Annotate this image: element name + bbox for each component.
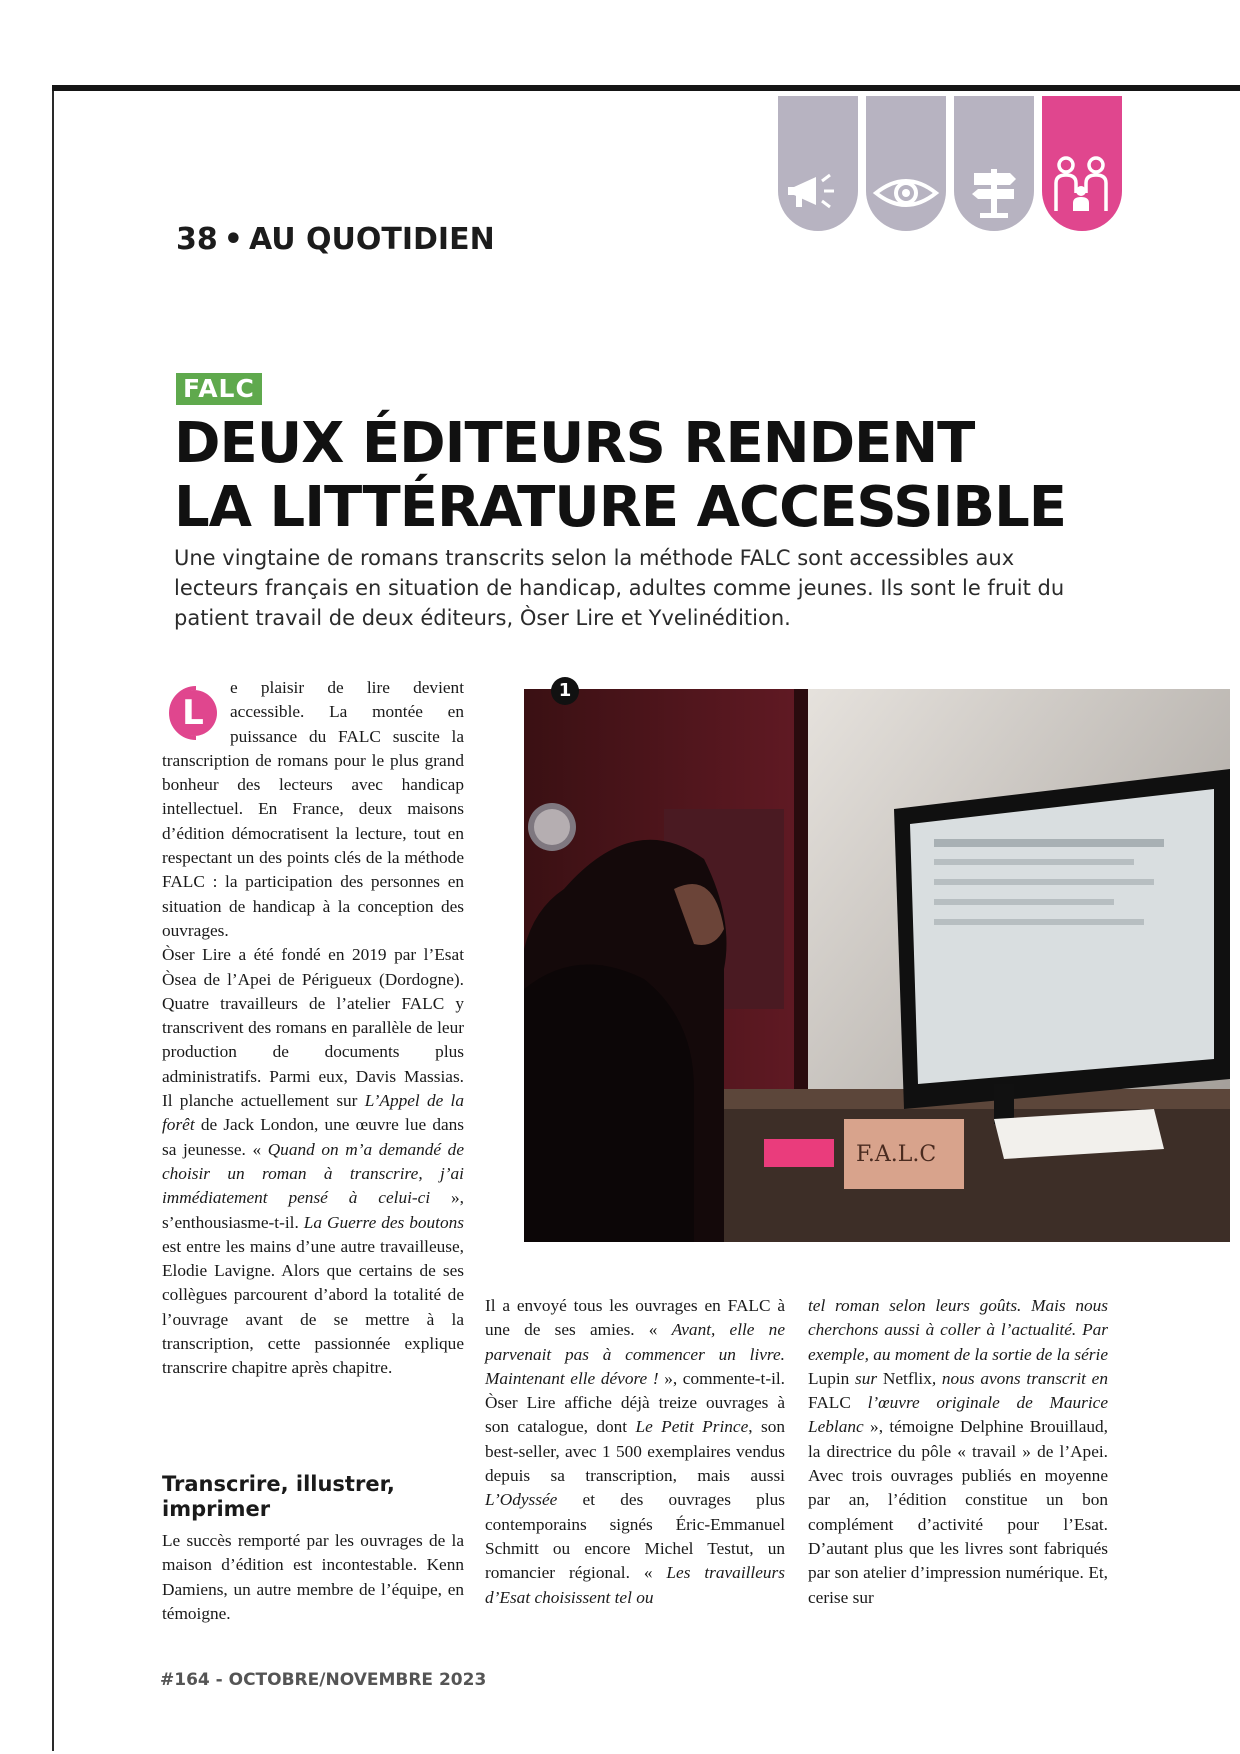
- tab-eye[interactable]: [866, 96, 946, 231]
- column-1: [162, 676, 464, 1381]
- paragraph-2: Òser Lire a été fondé en 2019 par l’Esat Òsea de l’Apei de Périgueux (Dordogne). Quatre travailleurs de l’atelier FALC y transcrivent des romans en parallèle de leur production de documents plus administratifs. Parmi eux, Davis Massias. Il planche actuellement sur L’Appel de la forêt de Jack London, une œuvre lue dans sa jeunesse. « Quand on m’a demandé de choisir un roman à transcrire, j’ai immédiatement pensé à celui-ci », s’enthousiasme-t-il. La Guerre des boutons est entre les mains d’une autre travailleuse, Elodie Lavigne. Alors que certains de ses collègues parcourent d’abord la totalité de l’ouvrage avant de se mettre à la transcription, cette passionnée explique transcrire chapitre après chapitre.: [162, 945, 464, 1378]
- left-margin-rule: [52, 91, 54, 1751]
- falc-tag: FALC: [176, 373, 262, 405]
- photo-number-badge: 1: [551, 677, 579, 705]
- paragraph-4: Il a envoyé tous les ouvrages en FALC à une de ses amies. « Avant, elle ne parvenait pas à commencer un livre. Maintenant elle dévore ! », commente-t-il. Òser Lire affiche déjà treize ouvrages à son catalogue, dont Le Petit Prince, son best-seller, avec 1 500 exemplaires vendus depuis sa transcription, mais aussi L’Odyssée et des ouvrages plus contemporains signés Éric-Emmanuel Schmitt ou encore Michel Testut, un romancier régional. « Les travailleurs d’Esat choisissent tel ou: [485, 1296, 785, 1607]
- book-title-petit-prince: Le Petit Prince: [635, 1417, 749, 1437]
- signpost-icon: [954, 163, 1034, 223]
- subheading: Transcrire, illustrer, imprimer: [162, 1472, 395, 1521]
- book-title-appel: L’Appel de la forêt: [162, 1091, 464, 1135]
- netflix-name: Netflix: [882, 1368, 932, 1388]
- megaphone-icon: [778, 163, 858, 223]
- top-rule: [52, 85, 1240, 91]
- article-headline: [174, 412, 1224, 540]
- family-icon: [1042, 153, 1122, 223]
- quote-delphine-start: Les travailleurs d’Esat choisissent tel ou: [485, 1563, 785, 1607]
- article-lead: Une vingtaine de romans transcrits selon la méthode FALC sont accessibles aux lecteurs français en situation de handicap, adultes comme jeunes. Ils sont le fruit du patient travail de deux éditeurs, Òser Lire et Yvelinédition.: [174, 546, 1065, 630]
- quote-davis: Quand on m’a demandé de choisir un roman à transcrire, j’ai immédiatement pensé à celui-ci: [162, 1139, 464, 1208]
- section-header: 38 • AU QUOTIDIEN: [176, 222, 495, 257]
- paragraph-5: tel roman selon leurs goûts. Mais nous cherchons aussi à coller à l’actualité. Par exemple, au moment de la sortie de la série Lupin sur Netflix, nous avons transcrit en FALC l’œuvre originale de Maurice Leblanc », témoigne Delphine Brouillaud, la directrice du pôle « travail » de l’Apei. Avec trois ouvrages publiés en moyenne par an, l’édition constitue un bon complément d’activité pour l’Esat. D’autant plus que les livres sont fabriqués par son atelier d’impression numérique. Et, cerise sur: [808, 1296, 1108, 1607]
- article-photo: [524, 689, 1230, 1242]
- drop-cap-letter: L: [182, 693, 204, 733]
- headline-line-2: LA LITTÉRATURE ACCESSIBLE: [174, 475, 1067, 540]
- book-title-guerre: La Guerre des boutons: [303, 1212, 464, 1232]
- page-footer: #164 - OCTOBRE/NOVEMBRE 2023: [160, 1670, 487, 1690]
- paragraph-1: e plaisir de lire devient accessible. La montée en puissance du FALC suscite la transcription de romans pour le plus grand bonheur des lecteurs avec handicap intellectuel. En France, deux maisons d’édition démocratisent la lecture, tout en respectant un des points clés de la méthode FALC : la participation des personnes en situation de handicap à la conception des ouvrages.: [162, 678, 464, 940]
- tab-megaphone[interactable]: [778, 96, 858, 231]
- category-tabs: [778, 96, 1122, 231]
- book-title-odyssee: L’Odyssée: [485, 1490, 558, 1510]
- lupin-title: Lupin: [808, 1368, 850, 1388]
- column-3: [808, 1294, 1108, 1610]
- page-number: 38: [176, 222, 218, 257]
- quote-kenn: Avant, elle ne parvenait pas à commencer un livre. Maintenant elle dévore !: [485, 1320, 785, 1388]
- column-1-continued: [162, 1529, 464, 1626]
- drop-cap: [160, 682, 222, 744]
- tab-signpost[interactable]: [954, 96, 1034, 231]
- photo-box-label: F.A.L.C: [856, 1142, 937, 1167]
- eye-icon: [866, 163, 946, 223]
- headline-line-1: DEUX ÉDITEURS RENDENT: [174, 411, 975, 476]
- photo-illustration: [524, 689, 1230, 1242]
- tab-family[interactable]: [1042, 96, 1122, 231]
- section-title: AU QUOTIDIEN: [248, 222, 495, 257]
- column-2: [485, 1294, 785, 1610]
- paragraph-3: Le succès remporté par les ouvrages de la maison d’édition est incontestable. Kenn Damiens, un autre membre de l’équipe, en témoigne.: [162, 1531, 464, 1623]
